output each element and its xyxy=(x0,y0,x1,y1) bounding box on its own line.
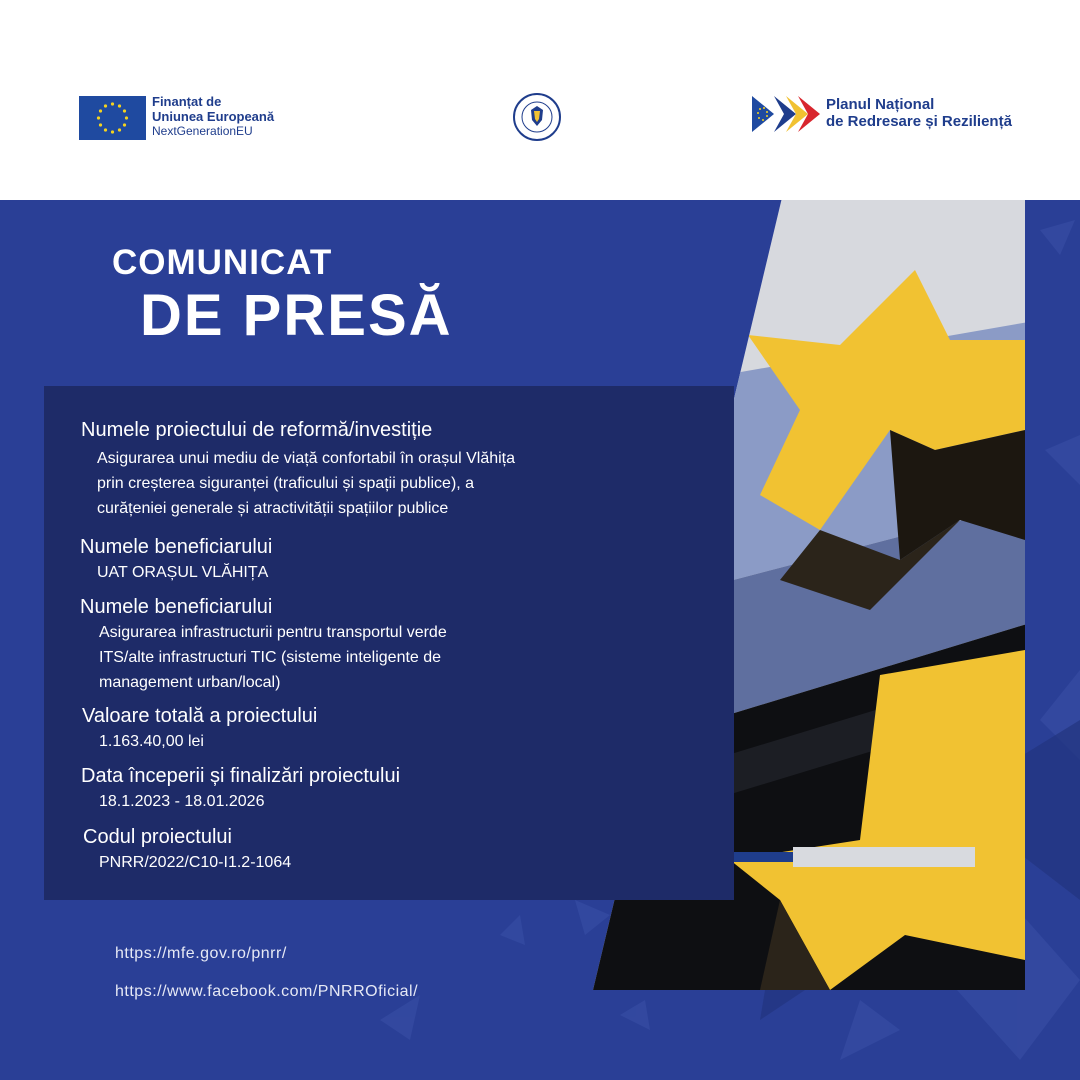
value-line: management urban/local) xyxy=(99,674,281,691)
field-label-dates: Data începerii și finalizări proiectului xyxy=(81,765,401,787)
pnrr-logo-icon xyxy=(752,96,820,132)
field-label-beneficiary-2: Numele beneficiarului xyxy=(80,596,273,618)
field-value-dates: 18.1.2023 - 18.01.2026 xyxy=(99,793,265,810)
pnrr-title xyxy=(826,96,1012,130)
field-label-beneficiary: Numele beneficiarului xyxy=(80,536,273,558)
value-line: prin creșterea siguranței (traficului și spații publice), a xyxy=(97,475,475,492)
mfe-link[interactable]: https://mfe.gov.ro/pnrr/ xyxy=(115,945,287,962)
eu-funding-text xyxy=(152,94,274,139)
field-label-project-name: Numele proiectului de reformă/investiție xyxy=(81,419,433,441)
value-line: Asigurarea unui mediu de viață confortabil în orașul Vlăhița xyxy=(97,450,516,467)
field-label-total-value: Valoare totală a proiectului xyxy=(82,705,318,727)
eu-flag-icon xyxy=(79,96,146,140)
field-value-total-value: 1.163.40,00 lei xyxy=(99,733,204,750)
government-seal-icon xyxy=(512,92,562,142)
eu-line2: Uniunea Europeană xyxy=(152,109,275,124)
pnrr-line1: Planul Național xyxy=(826,96,935,113)
field-label-project-code: Codul proiectului xyxy=(83,826,232,848)
field-value-beneficiary: UAT ORAȘUL VLĂHIȚA xyxy=(97,564,269,581)
title-line2: DE PRESĂ xyxy=(140,283,453,348)
facebook-link[interactable]: https://www.facebook.com/PNRROficial/ xyxy=(115,983,419,1000)
value-line: Asigurarea infrastructurii pentru transportul verde xyxy=(99,624,447,641)
field-value-project-name xyxy=(97,446,515,521)
header-bar xyxy=(0,0,1080,200)
pnrr-line2: de Redresare și Reziliență xyxy=(826,113,1012,130)
eu-line1: Finanțat de xyxy=(152,94,222,109)
title-line1: COMUNICAT xyxy=(112,243,333,282)
value-line: curățeniei generale și atractivității spațiilor publice xyxy=(97,500,449,517)
value-line: ITS/alte infrastructuri TIC (sisteme inteligente de xyxy=(99,649,442,666)
field-value-measure xyxy=(99,620,447,695)
eu-line3: NextGenerationEU xyxy=(152,124,253,138)
field-value-project-code: PNRR/2022/C10-I1.2-1064 xyxy=(99,854,292,871)
